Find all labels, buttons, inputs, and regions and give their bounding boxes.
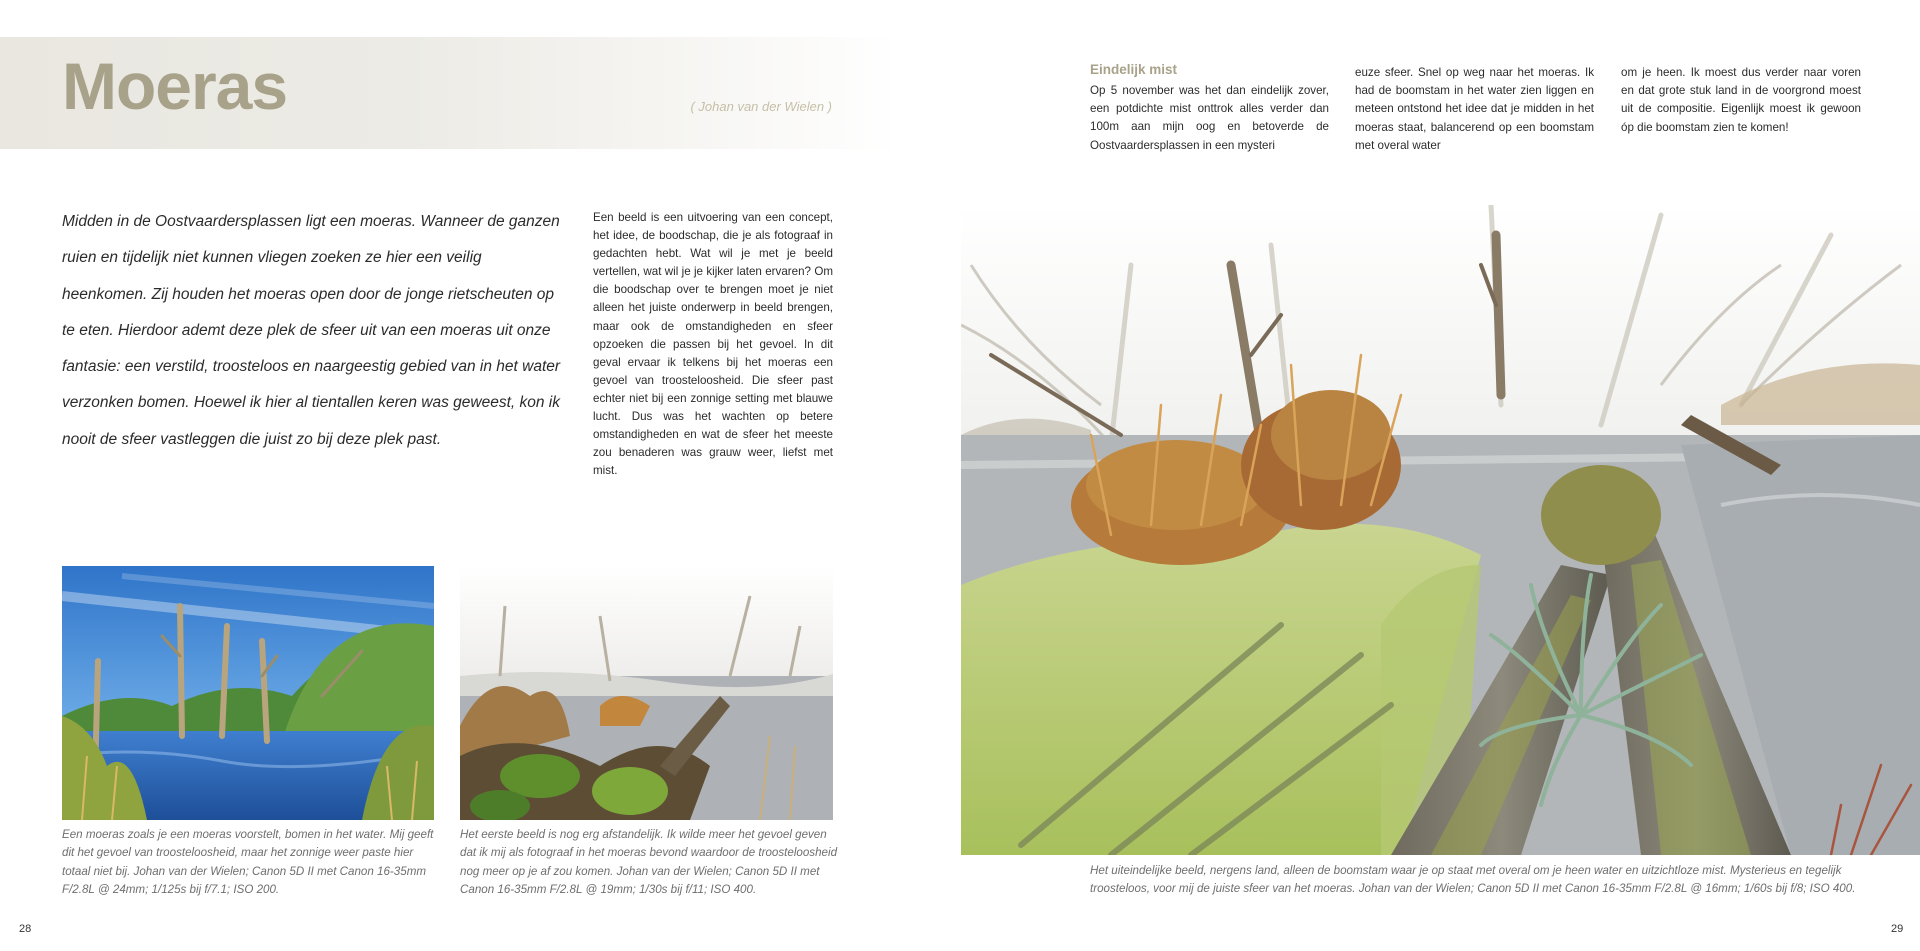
photo-sunny-marsh bbox=[62, 566, 434, 820]
section-heading: Eindelijk mist bbox=[1090, 62, 1178, 77]
photo-misty-marsh bbox=[460, 566, 833, 820]
caption-photo-3: Het uiteindelijke beeld, nergens land, alleen de boomstam waar je op staat met overal om je heen water en uitzichtloze mist. Mysterieus en tegelijk troosteloos, voor mij de juiste sfeer van het moeras. Johan van der Wielen; Canon 5D II met Canon 16-35mm F/2.8L @ 16mm; 1/60s bij f/8; ISO 400. bbox=[1090, 864, 1856, 896]
author-credit: ( Johan van der Wielen ) bbox=[690, 99, 832, 114]
text-column-2: euze sfeer. Snel op weg naar het moeras. Ik had de boomstam in het water zien liggen en meteen ontstond het idee dat je midden in het moeras staat, balancerend op een boomstam met overal water bbox=[1355, 66, 1594, 152]
photo-main-foggy-marsh bbox=[961, 205, 1920, 855]
page-title: Moeras bbox=[62, 49, 288, 123]
text-column-3: om je heen. Ik moest dus verder naar voren en dat grote stuk land in de voorgrond moest uit de compositie. Eigenlijk moest ik gewoon óp die boomstam zien te komen! bbox=[1621, 66, 1861, 134]
caption-photo-1: Een moeras zoals je een moeras voorstelt, bomen in het water. Mij geeft dit het gevoel van troosteloosheid, maar het zonnige weer paste hier totaal niet bij. Johan van der Wielen; Canon 5D II met Canon 16-35mm F/2.8L @ 24mm; 1/125s bij f/7.1; ISO 200. bbox=[62, 828, 434, 896]
page-number-right: 29 bbox=[1891, 923, 1904, 935]
body-text-column: Een beeld is een uitvoering van een concept, het idee, de boodschap, die je als fotograaf in gedachten hebt. Wat wil je met je beeld vertellen, wat wil je je kijker laten ervaren? Om die boodschap over te brengen moet je niet alleen het juiste onderwerp in beeld brengen, maar ook de omstandigheden en sfeer opzoeken die passen bij het gevoel. In dit geval ervaar ik telkens bij het moeras een gevoel van troosteloosheid. Die sfeer past echter niet bij een zonnige setting met blauwe lucht. Dus was het wachten op betere omstandigheden en wat de sfeer het meeste zou benaderen was grauw weer, liefst met mist. bbox=[593, 211, 833, 478]
intro-paragraph: Midden in de Oostvaardersplassen ligt een moeras. Wanneer de ganzen ruien en tijdelijk niet kunnen vliegen zoeken ze hier een veilig heenkomen. Zij houden het moeras open door de jonge rietscheuten op te eten. Hierdoor ademt deze plek de sfeer uit van een moeras uit onze fantasie: een verstild, troosteloos en naargeestig gebied van in het water verzonken bomen. Hoewel ik hier al tientallen keren was geweest, kon ik nooit de sfeer vastleggen die juist zo bij deze plek past. bbox=[62, 213, 561, 448]
page-number-left: 28 bbox=[19, 923, 32, 935]
caption-photo-2: Het eerste beeld is nog erg afstandelijk. Ik wilde meer het gevoel geven dat ik mij als fotograaf in het moeras bevond waardoor de troosteloosheid nog meer op je af zou komen. Johan van der Wielen; Canon 5D II met Canon 16-35mm F/2.8L @ 19mm; 1/30s bij f/11; ISO 400. bbox=[460, 828, 838, 896]
text-column-1: Op 5 november was het dan eindelijk zover, een potdichte mist onttrok alles verder dan 100m aan mijn oog en betoverde de Oostvaardersplassen in een mysteri bbox=[1090, 84, 1329, 152]
